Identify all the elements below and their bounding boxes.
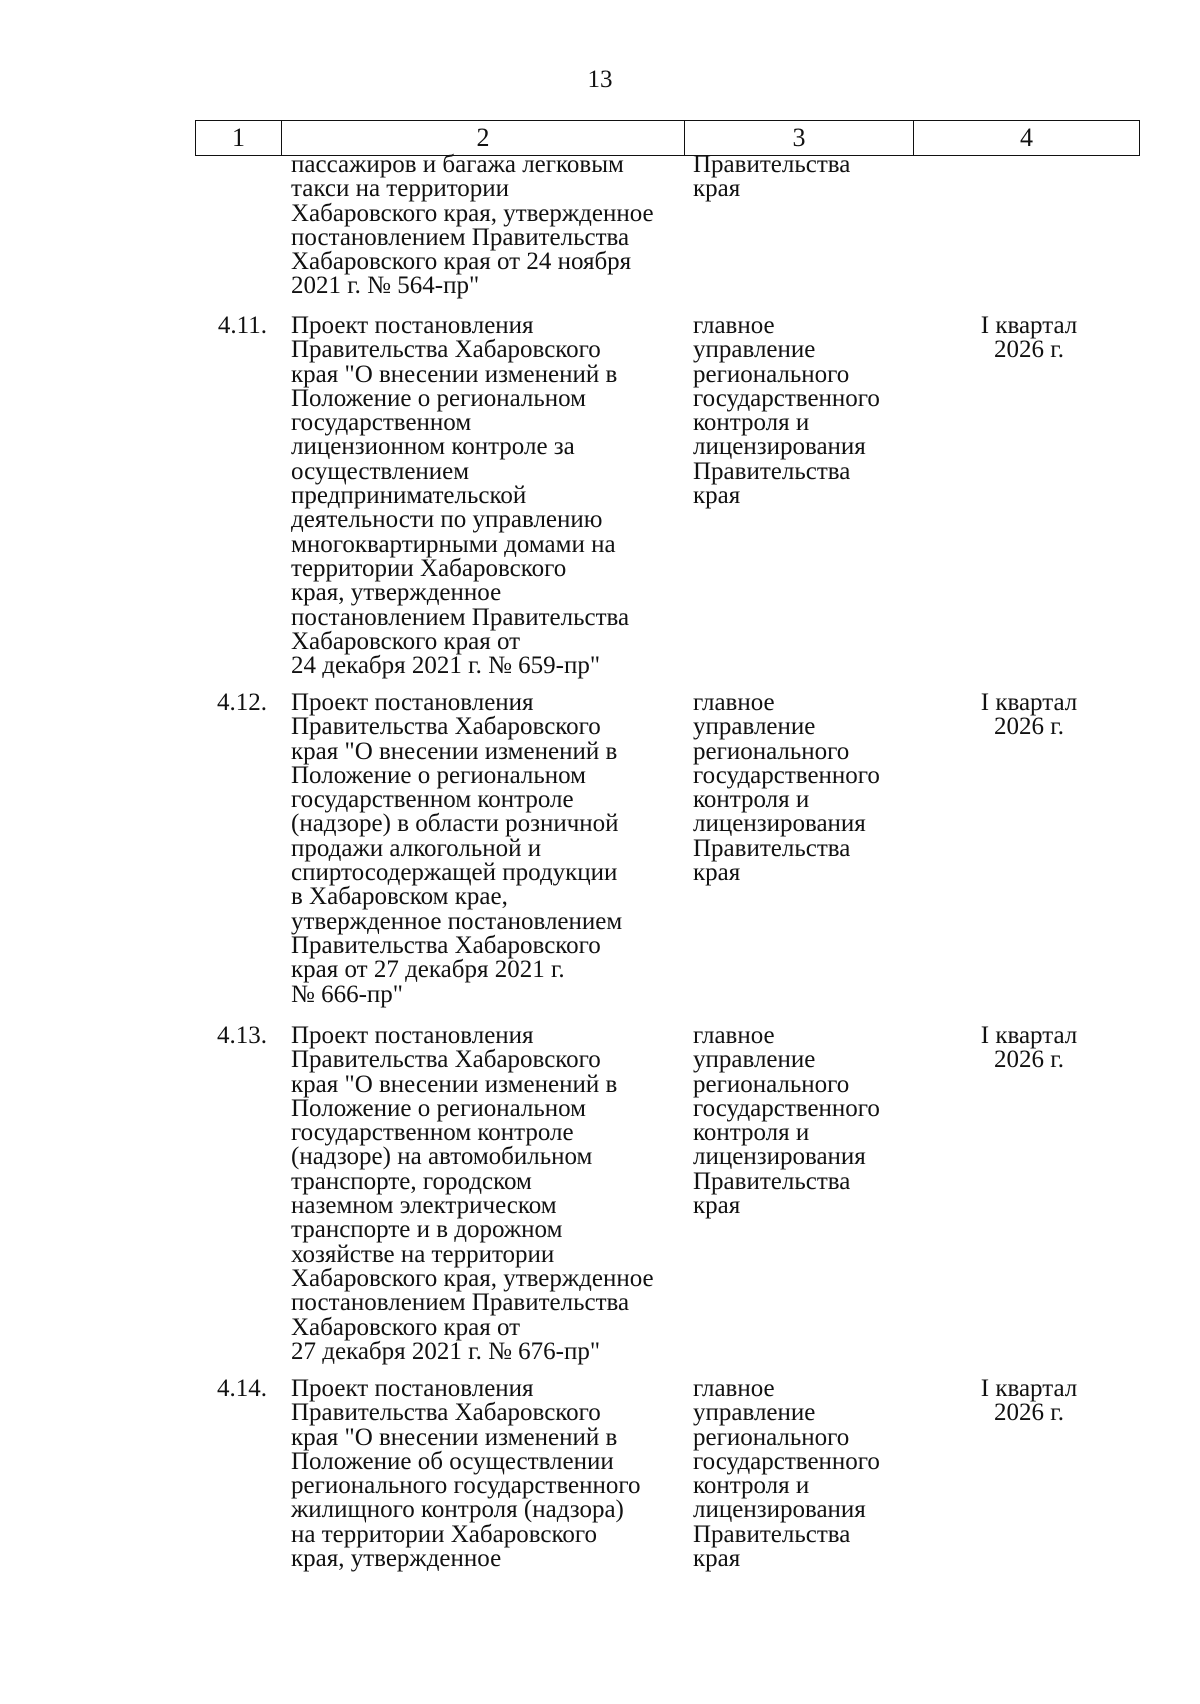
- header-col-1: 1: [196, 121, 282, 155]
- row-executor: главное управление регионального государственного контроля и лицензирования Правительства края: [693, 312, 880, 510]
- row-term: I квартал 2026 г.: [980, 1375, 1078, 1427]
- table-row: [195, 153, 1140, 299]
- row-number: 4.14.: [217, 1375, 267, 1402]
- header-col-4: 4: [1020, 123, 1033, 152]
- table-row: [195, 314, 1140, 678]
- row-executor: главное управление регионального государственного контроля и лицензирования Правительства края: [693, 1022, 880, 1220]
- table-row: [195, 691, 1140, 1007]
- row-executor: Правительства края: [693, 151, 851, 203]
- page-number: 13: [587, 66, 613, 93]
- row-description: Проект постановления Правительства Хабаровского края "О внесении изменений в Положение об осуществлении регионального государственного жилищного контроля (надзора) на территории Хабаровского края, утвержденное: [291, 1375, 641, 1573]
- table-row: [195, 1377, 1140, 1571]
- row-term: I квартал 2026 г.: [980, 689, 1078, 741]
- row-executor: главное управление регионального государственного контроля и лицензирования Правительства края: [693, 689, 880, 887]
- header-col-3: 3: [685, 121, 914, 155]
- row-description: Проект постановления Правительства Хабаровского края "О внесении изменений в Положение о региональном государственном контроле (надзоре) на автомобильном транспорте, городском наземном электрическом транспорте и в дорожном хозяйстве на территории Хабаровского края, утвержденное постановлением Правительства Хабаровского края от 27 декабря 2021 г. № 676-пр": [291, 1022, 654, 1365]
- row-description: Проект постановления Правительства Хабаровского края "О внесении изменений в Положение о региональном государственном лицензионном контроле за осуществлением предпринимательской деятельности по управлению многоквартирными домами на территории Хабаровского края, утвержденное постановлением Правительства Хабаровского края от 24 декабря 2021 г. № 659-пр": [291, 312, 630, 680]
- table-row: [195, 1024, 1140, 1364]
- row-number: 4.11.: [217, 312, 267, 339]
- row-number: 4.13.: [217, 1022, 267, 1049]
- row-description: Проект постановления Правительства Хабаровского края "О внесении изменений в Положение о региональном государственном контроле (надзоре) в области розничной продажи алкогольной и спиртосодержащей продукции в Хабаровском крае, утвержденное постановлением Правительства Хабаровского края от 27 декабря 2021 г. № 666-пр": [291, 689, 623, 1008]
- row-term: I квартал 2026 г.: [980, 1022, 1078, 1074]
- row-number: [195, 153, 281, 299]
- header-col-2: 2: [282, 121, 685, 155]
- row-term: [918, 153, 1140, 299]
- row-description: пассажиров и багажа легковым такси на территории Хабаровского края, утвержденное постановлением Правительства Хабаровского края от 24 ноября 2021 г. № 564-пр": [291, 151, 654, 300]
- row-term: I квартал 2026 г.: [980, 312, 1078, 364]
- row-number: 4.12.: [217, 689, 267, 716]
- row-executor: главное управление регионального государственного контроля и лицензирования Правительства края: [693, 1375, 880, 1573]
